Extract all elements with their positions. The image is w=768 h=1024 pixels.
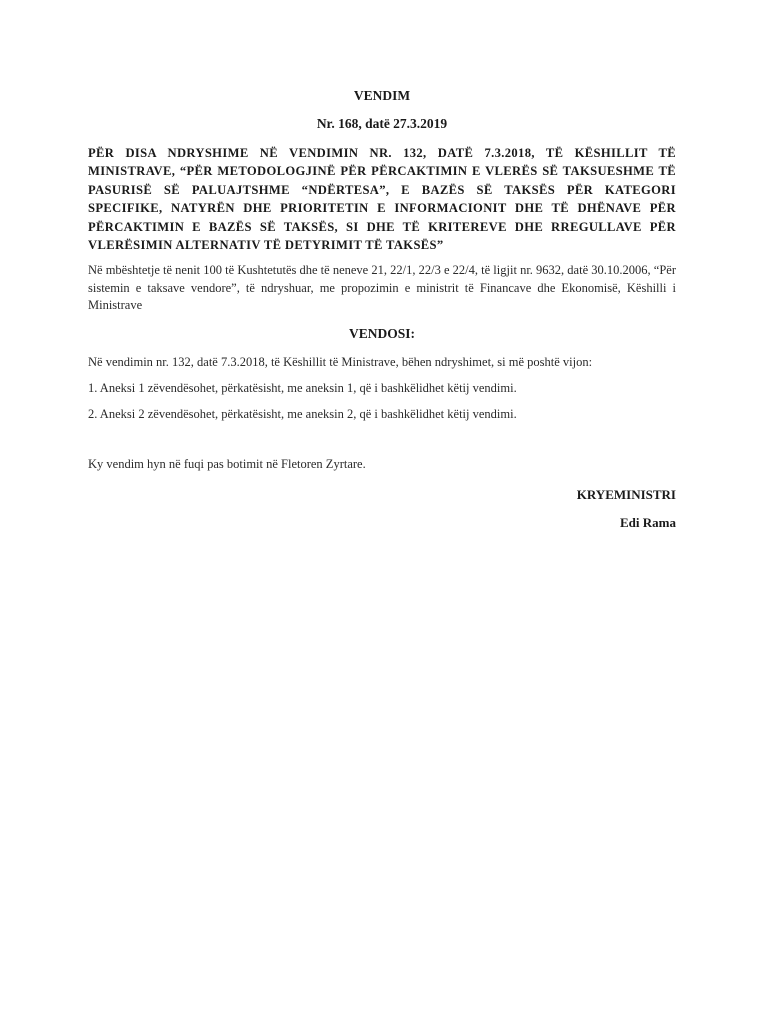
- document-title: VENDIM: [353, 88, 411, 103]
- document-page: [88, 86, 676, 541]
- legal-basis-paragraph: Në mbështetje të nenit 100 të Kushtetutës dhe të neneve 21, 22/1, 22/3 e 22/4, të ligjit nr. 9632, datë 30.10.2006, “Për sistemin e taksave vendore”, të ndryshuar, me propozimin e ministrit të Financave dhe Ekonomisë, Këshilli i Ministrave: [88, 263, 676, 312]
- signatory-name: Edi Rama: [620, 514, 676, 530]
- amendment-intro: Në vendimin nr. 132, datë 7.3.2018, të Këshillit të Ministrave, bëhen ndryshimet, si më poshtë vijon:: [88, 355, 593, 370]
- decides-heading: VENDOSI:: [348, 326, 415, 342]
- amendment-item-2: 2. Aneksi 2 zëvendësohet, përkatësisht, me aneksin 2, që i bashkëlidhet këtij vendimi.: [88, 407, 517, 422]
- amendment-item-1: 1. Aneksi 1 zëvendësohet, përkatësisht, me aneksin 1, që i bashkëlidhet këtij vendimi.: [88, 381, 517, 396]
- entry-into-force: Ky vendim hyn në fuqi pas botimit në Fletoren Zyrtare.: [88, 456, 366, 471]
- decision-number: Nr. 168, datë 27.3.2019: [316, 116, 448, 131]
- signatory-title: KRYEMINISTRI: [576, 486, 676, 502]
- decision-subject: PËR DISA NDRYSHIME NË VENDIMIN NR. 132, DATË 7.3.2018, TË KËSHILLIT TË MINISTRAVE, “PËR METODOLOGJINË PËR PËRCAKTIMIN E VLERËS SË TAKSUESHME TË PASURISË SË PALUAJTSHME “NDËRTESA”, E BAZËS SË TAKSËS PËR KATEGORI SPECIFIKE, NATYRËN DHE PRIORITETIN E INFORMACIONIT DHE TË DHËNAVE PËR PËRCAKTIMIN E BAZËS SË TAKSËS, SI DHE TË KRITEREVE DHE RREGULLAVE PËR VLERËSIMIN ALTERNATIV TË DETYRIMIT TË TAKSËS”: [88, 146, 676, 253]
